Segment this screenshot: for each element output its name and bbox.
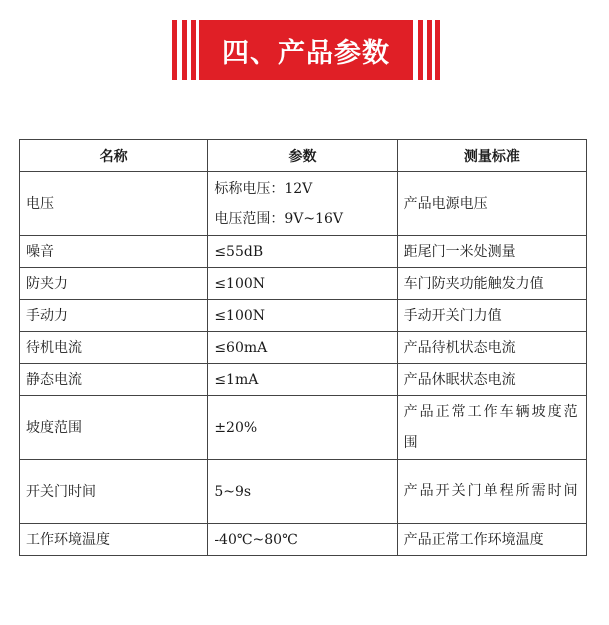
row-name: 开关门时间 xyxy=(20,460,208,524)
table-row xyxy=(20,268,587,300)
banner-title-box xyxy=(199,20,413,80)
table-row xyxy=(20,364,587,396)
row-standard: 产品休眠状态电流 xyxy=(397,364,586,396)
row-param: ≤100N xyxy=(208,300,397,332)
row-param: ≤55dB xyxy=(208,236,397,268)
table-row xyxy=(20,300,587,332)
row-standard: 距尾门一米处测量 xyxy=(397,236,586,268)
param-line: 电压范围：9V~16V xyxy=(214,210,344,227)
table-row xyxy=(20,172,587,236)
table-row xyxy=(20,236,587,268)
row-name: 待机电流 xyxy=(20,332,208,364)
row-standard: 产品待机状态电流 xyxy=(397,332,586,364)
table-row xyxy=(20,460,587,524)
row-standard: 产品正常工作车辆坡度范围 xyxy=(397,396,586,460)
row-standard: 产品正常工作环境温度 xyxy=(397,524,586,556)
table-row xyxy=(20,396,587,460)
banner-stripe xyxy=(418,20,423,80)
row-name: 坡度范围 xyxy=(20,396,208,460)
section-title: 四、产品参数 xyxy=(222,37,390,69)
row-name: 电压 xyxy=(20,172,208,236)
parameter-table xyxy=(19,139,587,556)
banner-stripe xyxy=(191,20,196,80)
header-standard: 测量标准 xyxy=(397,140,586,172)
row-standard: 车门防夹功能触发力值 xyxy=(397,268,586,300)
row-param: ≤1mA xyxy=(208,364,397,396)
banner-stripe xyxy=(182,20,187,80)
row-name: 工作环境温度 xyxy=(20,524,208,556)
table-row xyxy=(20,332,587,364)
banner-stripe xyxy=(172,20,177,80)
row-standard: 产品开关门单程所需时间 xyxy=(397,460,586,524)
banner-stripe xyxy=(435,20,440,80)
row-param: ≤100N xyxy=(208,268,397,300)
row-name: 防夹力 xyxy=(20,268,208,300)
table-header-row xyxy=(20,140,587,172)
row-param: -40℃~80℃ xyxy=(208,524,397,556)
header-param: 参数 xyxy=(208,140,397,172)
row-param: ±20% xyxy=(208,396,397,460)
row-param: ≤60mA xyxy=(208,332,397,364)
row-standard: 产品电源电压 xyxy=(397,172,586,236)
table-row xyxy=(20,524,587,556)
param-line: 标称电压：12V xyxy=(214,180,313,197)
header-name: 名称 xyxy=(20,140,208,172)
row-name: 静态电流 xyxy=(20,364,208,396)
banner-stripe xyxy=(427,20,432,80)
row-param xyxy=(208,172,397,236)
row-param: 5~9s xyxy=(208,460,397,524)
row-name: 噪音 xyxy=(20,236,208,268)
section-banner xyxy=(172,20,440,80)
row-name: 手动力 xyxy=(20,300,208,332)
row-standard: 手动开关门力值 xyxy=(397,300,586,332)
